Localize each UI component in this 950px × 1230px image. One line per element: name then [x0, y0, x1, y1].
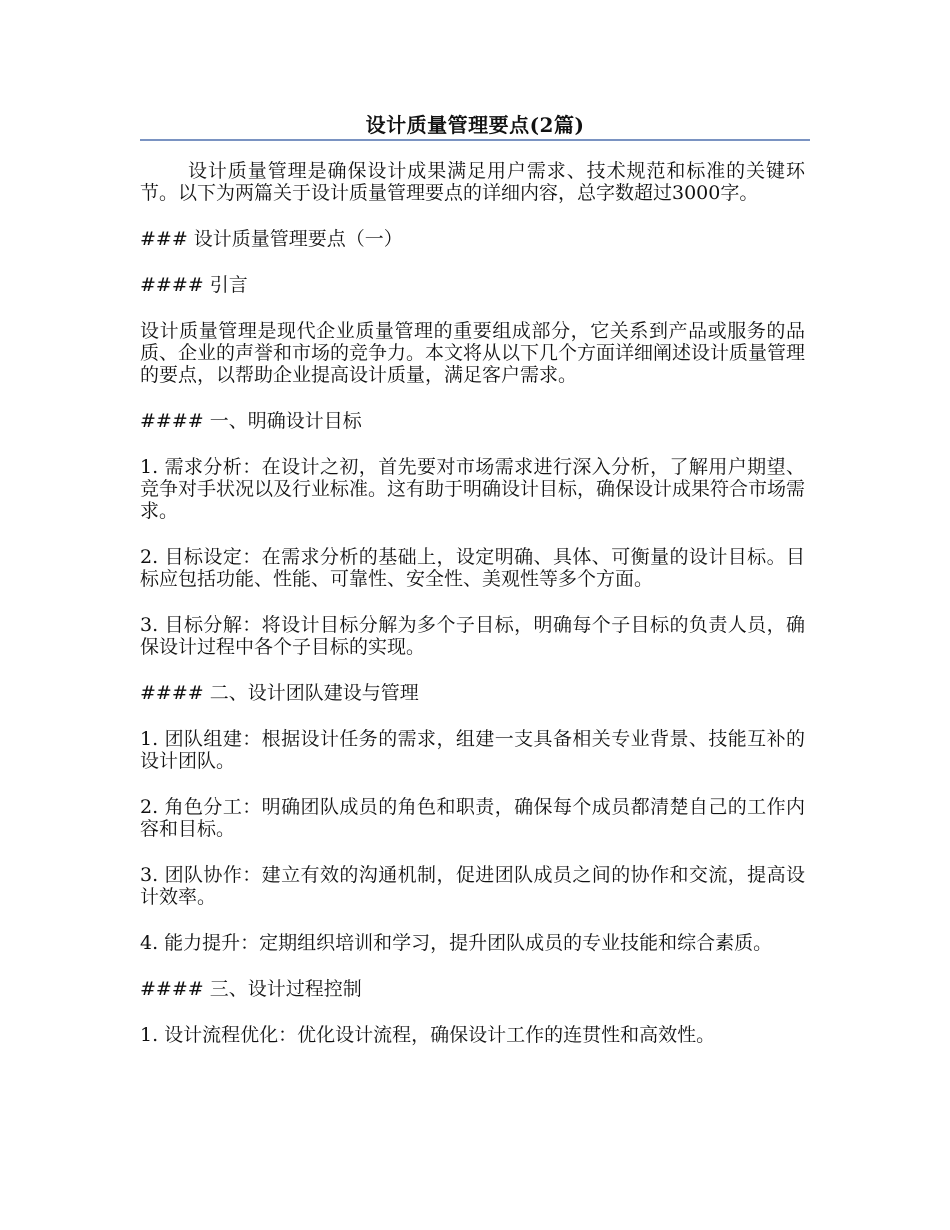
team-heading: #### 二、设计团队建设与管理 — [140, 682, 419, 704]
title-underline — [140, 139, 810, 141]
process-item: 1. 设计流程优化：优化设计流程，确保设计工作的连贯性和高效性。 — [140, 1024, 716, 1046]
process-heading: #### 三、设计过程控制 — [140, 978, 362, 1000]
document-body — [140, 160, 805, 1070]
goal-item: 1. 需求分析：在设计之初，首先要对市场需求进行深入分析，了解用户期望、竞争对手状况以及行业标准。这有助于明确设计目标，确保设计成果符合市场需求。 — [140, 456, 806, 522]
preface-heading: #### 引言 — [140, 274, 248, 296]
preface-paragraph: 设计质量管理是现代企业质量管理的重要组成部分，它关系到产品或服务的品质、企业的声誉和市场的竞争力。本文将从以下几个方面详细阐述设计质量管理的要点，以帮助企业提高设计质量，满足客户需求。 — [140, 320, 806, 386]
goal-item: 3. 目标分解：将设计目标分解为多个子目标，明确每个子目标的负责人员，确保设计过程中各个子目标的实现。 — [140, 614, 805, 658]
team-item: 4. 能力提升：定期组织培训和学习，提升团队成员的专业技能和综合素质。 — [140, 932, 773, 954]
section-heading-1: ### 设计质量管理要点（一） — [140, 228, 403, 250]
team-item: 3. 团队协作：建立有效的沟通机制，促进团队成员之间的协作和交流，提高设计效率。 — [140, 864, 805, 908]
team-item: 2. 角色分工：明确团队成员的角色和职责，确保每个成员都清楚自己的工作内容和目标。 — [140, 796, 805, 840]
team-item: 1. 团队组建：根据设计任务的需求，组建一支具备相关专业背景、技能互补的设计团队。 — [140, 728, 805, 772]
document-title: 设计质量管理要点(2篇) — [365, 113, 585, 137]
intro-paragraph: 设计质量管理是确保设计成果满足用户需求、技术规范和标准的关键环节。以下为两篇关于设计质量管理要点的详细内容，总字数超过3000字。 — [140, 160, 805, 204]
goal-heading: #### 一、明确设计目标 — [140, 410, 362, 432]
goal-item: 2. 目标设定：在需求分析的基础上，设定明确、具体、可衡量的设计目标。目标应包括功能、性能、可靠性、安全性、美观性等多个方面。 — [140, 546, 805, 590]
